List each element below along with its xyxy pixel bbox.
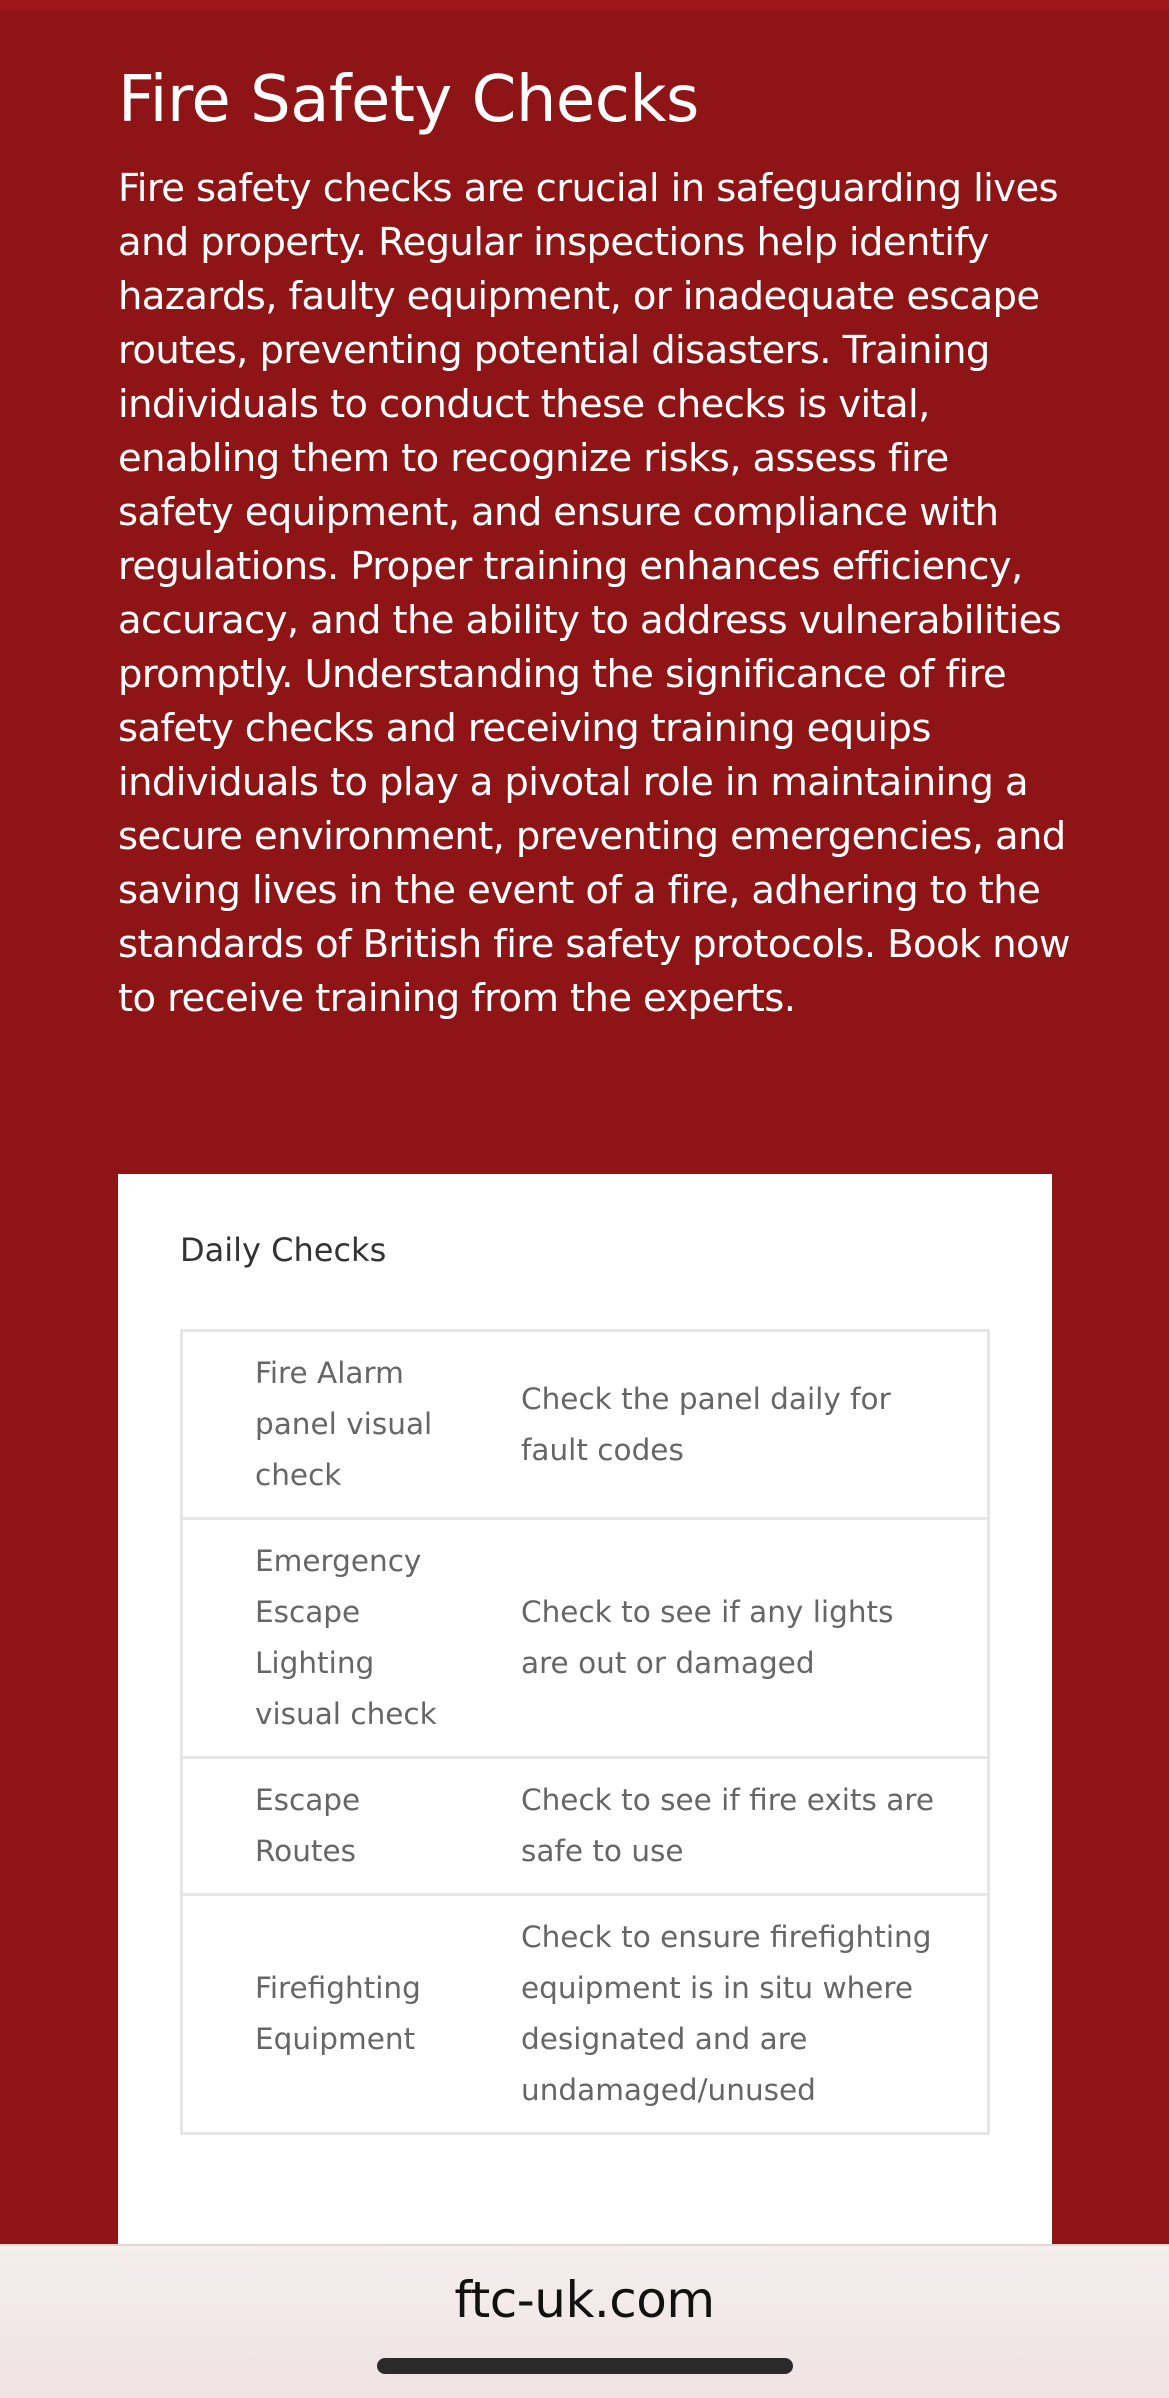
daily-checks-heading: Daily Checks [180,1231,387,1269]
table-row [182,1331,989,1519]
page-title: Fire Safety Checks [118,63,699,137]
home-indicator[interactable] [377,2358,793,2374]
check-description: Check to see if fire exits are safe to use [521,1758,989,1895]
check-name: Emergency Escape Lighting visual check [182,1519,522,1758]
check-description: Check the panel daily for fault codes [521,1381,891,1467]
check-description: Check to see if any lights are out or damaged [521,1519,989,1758]
check-name: Escape Routes [182,1758,522,1895]
check-name: Fire Alarm panel visual check [255,1356,433,1492]
check-description: Check to ensure firefighting equipment is in situ where designated and are undamaged/unused [521,1895,989,2134]
table-row [182,1758,989,1895]
top-strip [0,0,1169,10]
table-row [182,1519,989,1758]
check-name: Firefighting Equipment [182,1895,522,2134]
daily-checks-card [118,1174,1052,2398]
table-row [182,1895,989,2134]
intro-paragraph: Fire safety checks are crucial in safeguarding lives and property. Regular inspections help identify hazards, faulty equipment, or inadequate escape routes, preventing potential disasters. Training individuals to conduct these checks is vital, enabling them to recognize risks, assess fire safety equipment, and ensure compliance with regulations. Proper training enhances efficiency, accuracy, and the ability to address vulnerabilities promptly. Understanding the significance of fire safety checks and receiving training equips individuals to play a pivotal role in maintaining a secure environment, preventing emergencies, and saving lives in the event of a fire, adhering to the standards of British fire safety protocols. Book now to receive training from the experts. [118,166,1070,1021]
browser-address-bar [0,2244,1169,2398]
daily-checks-table [180,1329,990,2135]
url-display[interactable]: ftc-uk.com [454,2271,715,2329]
